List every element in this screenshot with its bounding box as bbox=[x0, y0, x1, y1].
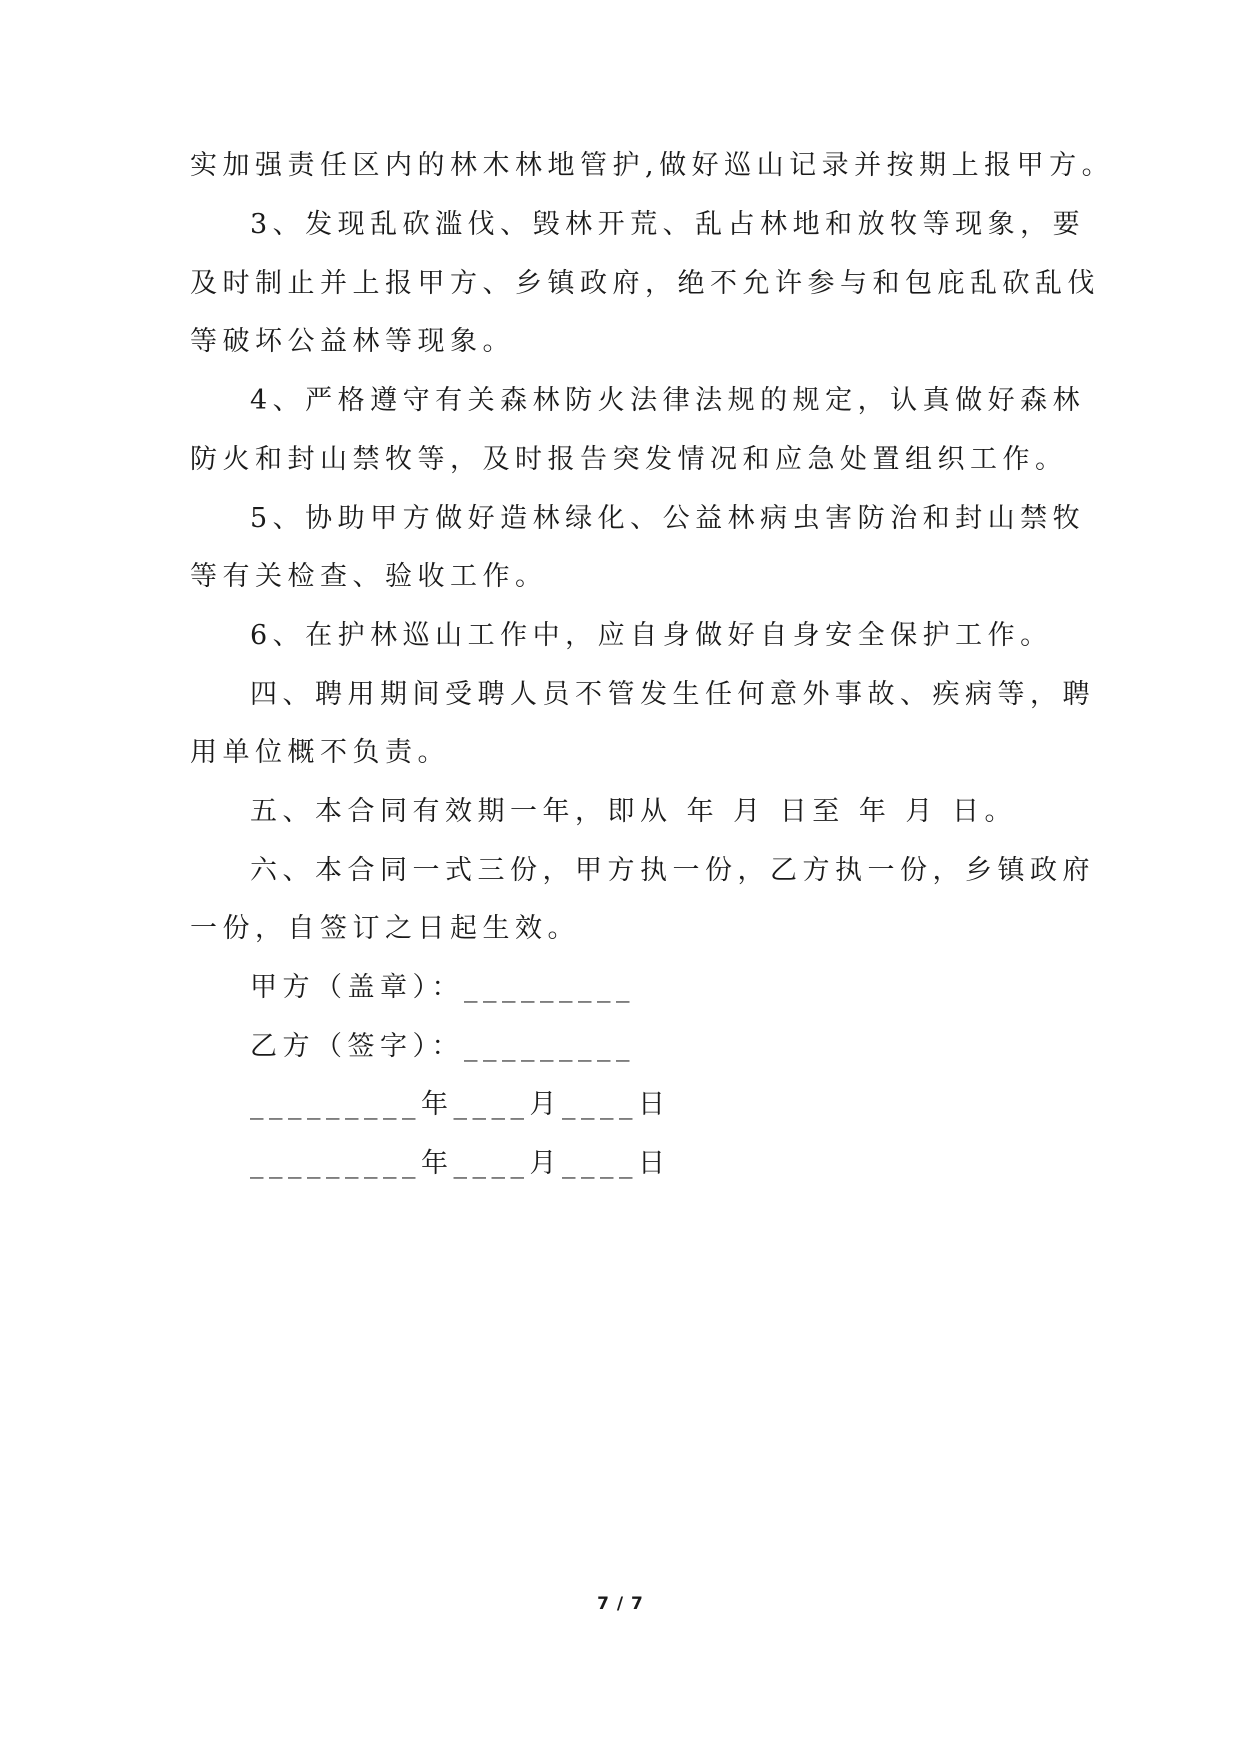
party-b-signature: 乙方（签字）：_________ bbox=[250, 1031, 635, 1062]
paragraph-line: 四、聘用期间受聘人员不管发生任何意外事故、疾病等，聘 bbox=[250, 679, 1095, 710]
party-a-signature: 甲方（盖章）：_________ bbox=[250, 972, 635, 1003]
paragraph-line: 六、本合同一式三份，甲方执一份，乙方执一份，乡镇政府 bbox=[250, 855, 1095, 886]
paragraph-line: 及时制止并上报甲方、乡镇政府，绝不允许参与和包庇乱砍乱伐 bbox=[190, 268, 1100, 299]
paragraph-line: 一份，自签订之日起生效。 bbox=[190, 913, 580, 944]
paragraph-line: 用单位概不负责。 bbox=[190, 737, 450, 768]
paragraph-line: 4、严格遵守有关森林防火法律法规的规定，认真做好森林 bbox=[250, 385, 1086, 416]
signature-date-2: _________年____月____日 bbox=[250, 1148, 671, 1179]
signature-date-1: _________年____月____日 bbox=[250, 1089, 671, 1120]
paragraph-line: 五、本合同有效期一年，即从 年 月 日至 年 月 日。 bbox=[250, 796, 1017, 827]
paragraph-line: 防火和封山禁牧等，及时报告突发情况和应急处置组织工作。 bbox=[190, 444, 1068, 475]
paragraph-line: 5、协助甲方做好造林绿化、公益林病虫害防治和封山禁牧 bbox=[250, 503, 1086, 534]
paragraph-line: 3、发现乱砍滥伐、毁林开荒、乱占林地和放牧等现象，要 bbox=[250, 209, 1086, 240]
paragraph-line: 等有关检查、验收工作。 bbox=[190, 561, 548, 592]
paragraph-line: 等破坏公益林等现象。 bbox=[190, 326, 515, 357]
paragraph-line: 6、在护林巡山工作中，应自身做好自身安全保护工作。 bbox=[250, 620, 1053, 651]
paragraph-line: 实加强责任区内的林木林地管护,做好巡山记录并按期上报甲方。 bbox=[190, 150, 1115, 181]
page-number: 7 / 7 bbox=[597, 1594, 644, 1614]
